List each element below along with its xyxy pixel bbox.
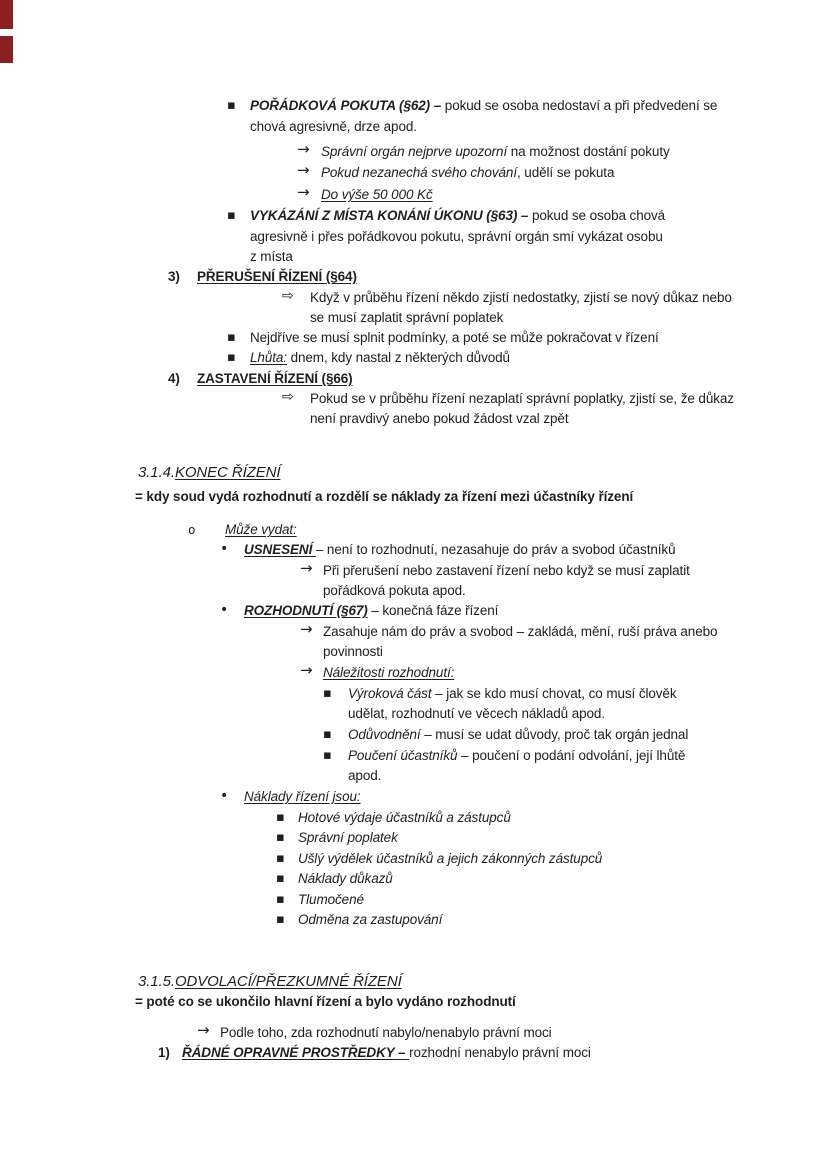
text-run: Podle toho, zda rozhodnutí nabylo/nenabylo právní moci [220,1025,552,1040]
line-text [323,664,454,681]
text-run: KONEC ŘÍZENÍ [174,464,281,481]
text-run: pokud se osoba chová [531,208,666,223]
list-number: 1) [158,1045,170,1060]
text-run: Správní orgán nejprve upozorní [321,144,508,159]
text-run: PŘERUŠENÍ ŘÍZENÍ (§64) [197,269,357,284]
line-text [182,1044,591,1061]
line-text [298,829,398,846]
line-text [321,164,614,181]
line-text [138,464,280,481]
text-run: – není to rozhodnutí, nezasahuje do práv a svobod účastníků [315,542,676,557]
text-run: pořádková pokuta apod. [323,583,466,598]
bullet-square-icon: ▪ [276,892,285,907]
text-run: Náležitosti rozhodnutí: [323,665,455,680]
line-text [310,410,568,427]
text-run: Lhůta: [250,350,287,365]
text-run: se musí zaplatit správní poplatek [310,310,504,325]
bullet-square-icon: ▪ [276,912,285,927]
text-run: apod. [348,768,382,783]
text-run: Náklady důkazů [298,871,393,886]
text-run: Při přerušení nebo zastavení řízení nebo když se musí zaplatit [323,563,690,578]
text-run: z místa [250,249,293,264]
line-text [244,541,675,558]
line-text [298,870,393,887]
text-run: Do výše 50 000 Kč [321,187,433,202]
text-run: , udělí se pokuta [517,165,615,180]
text-run: Náklady řízení jsou: [244,789,361,804]
bullet-square-icon: ▪ [227,208,236,223]
line-text [310,309,503,326]
bullet-dot-icon: • [220,541,229,557]
line-text [348,767,381,784]
list-number: 3) [168,269,180,284]
bullet-square-icon: ▪ [276,871,285,886]
text-run: Pokud se v průběhu řízení nezaplatí správní poplatky, zjistí se, že důkaz [310,391,734,406]
arrow-right-icon: → [297,183,310,201]
text-run: ŘÁDNÉ OPRAVNÉ PROSTŘEDKY – [182,1045,410,1060]
bullet-dot-icon: • [220,788,229,804]
line-text [323,643,383,660]
arrow-right-icon: → [297,140,310,158]
text-run: USNESENÍ [244,542,316,557]
bullet-circle-icon: o [188,522,196,537]
bullet-square-icon: ▪ [323,686,332,701]
line-text [250,329,659,346]
arrow-right-icon: → [300,661,313,679]
text-run: Pokud nezanechá svého chování [321,165,517,180]
line-text [298,850,602,867]
line-text [197,268,357,285]
text-run: – jak se kdo musí chovat, co musí člověk [431,686,677,701]
bullet-square-icon: ▪ [323,748,332,763]
text-run: – konečná fáze řízení [367,603,499,618]
line-text [321,143,670,160]
text-run: chová agresivně, drze apod. [250,119,417,134]
text-run: POŘÁDKOVÁ POKUTA (§62) – [250,98,445,113]
bullet-square-icon: ▪ [276,810,285,825]
text-run: pokud se osoba nedostaví a při předvedení se [444,98,718,113]
list-number: 4) [168,371,180,386]
line-text [348,705,605,722]
arrow-right-icon: → [300,559,313,577]
line-text [250,207,665,224]
text-run: není pravdivý anebo pokud žádost vzal zpět [310,411,569,426]
line-text [321,186,433,203]
line-text [225,521,297,538]
line-text [298,809,511,826]
bullet-dot-icon: • [220,602,229,618]
text-run: Ušlý výdělek účastníků a jejich zákonných zástupců [298,851,603,866]
line-text [135,993,516,1010]
bullet-square-icon: ▪ [276,851,285,866]
text-run: Může vydat: [225,522,297,537]
line-text [323,582,466,599]
arrow-right-icon: → [197,1021,210,1039]
line-text [250,228,663,245]
text-run: ODVOLACÍ/PŘEZKUMNÉ ŘÍZENÍ [174,973,402,990]
text-run: Odměna za zastupování [298,912,443,927]
red-edge-mark [0,0,13,29]
text-run: – poučení o podání odvolání, její lhůtě [457,748,686,763]
line-text [244,602,498,619]
text-run: rozhodní nenabylo právní moci [409,1045,591,1060]
text-run: = kdy soud vydá rozhodnutí a rozdělí se náklady za řízení mezi účastníky řízení [135,489,634,504]
arrow-hollow-right-icon: ⇨ [282,389,294,405]
text-run: ZASTAVENÍ ŘÍZENÍ (§66) [197,371,353,386]
text-run: udělat, rozhodnutí ve věcech nákladů apod. [348,706,605,721]
line-text [348,685,677,702]
text-run: Odůvodnění [348,727,421,742]
text-run: ROZHODNUTÍ (§67) [244,603,368,618]
arrow-right-icon: → [297,161,310,179]
red-edge-mark [0,36,13,63]
text-run: 3.1.4. [138,464,175,481]
text-run: VYKÁZÁNÍ Z MÍSTA KONÁNÍ ÚKONU (§63) – [250,208,532,223]
line-text [348,726,688,743]
line-text [135,488,633,505]
text-run: agresivně i přes pořádkovou pokutu, správní orgán smí vykázat osobu [250,229,663,244]
text-run: dnem, kdy nastal z některých důvodů [286,350,510,365]
line-text [250,349,510,366]
line-text [197,370,353,387]
line-text [250,97,717,114]
line-text [310,289,732,306]
bullet-square-icon: ▪ [276,830,285,845]
bullet-square-icon: ▪ [227,98,236,113]
bullet-square-icon: ▪ [227,350,236,365]
text-run: 3.1.5. [138,973,175,990]
text-run: Zasahuje nám do práv a svobod – zakládá, mění, ruší práva anebo [323,624,718,639]
arrow-hollow-right-icon: ⇨ [282,288,294,304]
text-run: Když v průběhu řízení někdo zjistí nedostatky, zjistí se nový důkaz nebo [310,290,732,305]
bullet-square-icon: ▪ [323,727,332,742]
line-text [250,118,417,135]
text-run: = poté co se ukončilo hlavní řízení a bylo vydáno rozhodnutí [135,994,516,1009]
line-text [323,623,717,640]
line-text [244,788,361,805]
line-text [250,248,293,265]
text-run: Správní poplatek [298,830,398,845]
line-text [310,390,734,407]
text-run: Poučení účastníků [348,748,458,763]
text-run: – musí se udat důvody, proč tak orgán jednal [420,727,689,742]
bullet-square-icon: ▪ [227,330,236,345]
line-text [348,747,685,764]
line-text [220,1024,552,1041]
line-text [323,562,690,579]
line-text [138,973,402,990]
text-run: Hotové výdaje účastníků a zástupců [298,810,511,825]
arrow-right-icon: → [300,620,313,638]
text-run: Tlumočené [298,892,364,907]
line-text [298,891,364,908]
text-run: povinnosti [323,644,383,659]
text-run: na možnost dostání pokuty [507,144,670,159]
text-run: Nejdříve se musí splnit podmínky, a poté se může pokračovat v řízení [250,330,659,345]
line-text [298,911,442,928]
text-run: Výroková část [348,686,432,701]
